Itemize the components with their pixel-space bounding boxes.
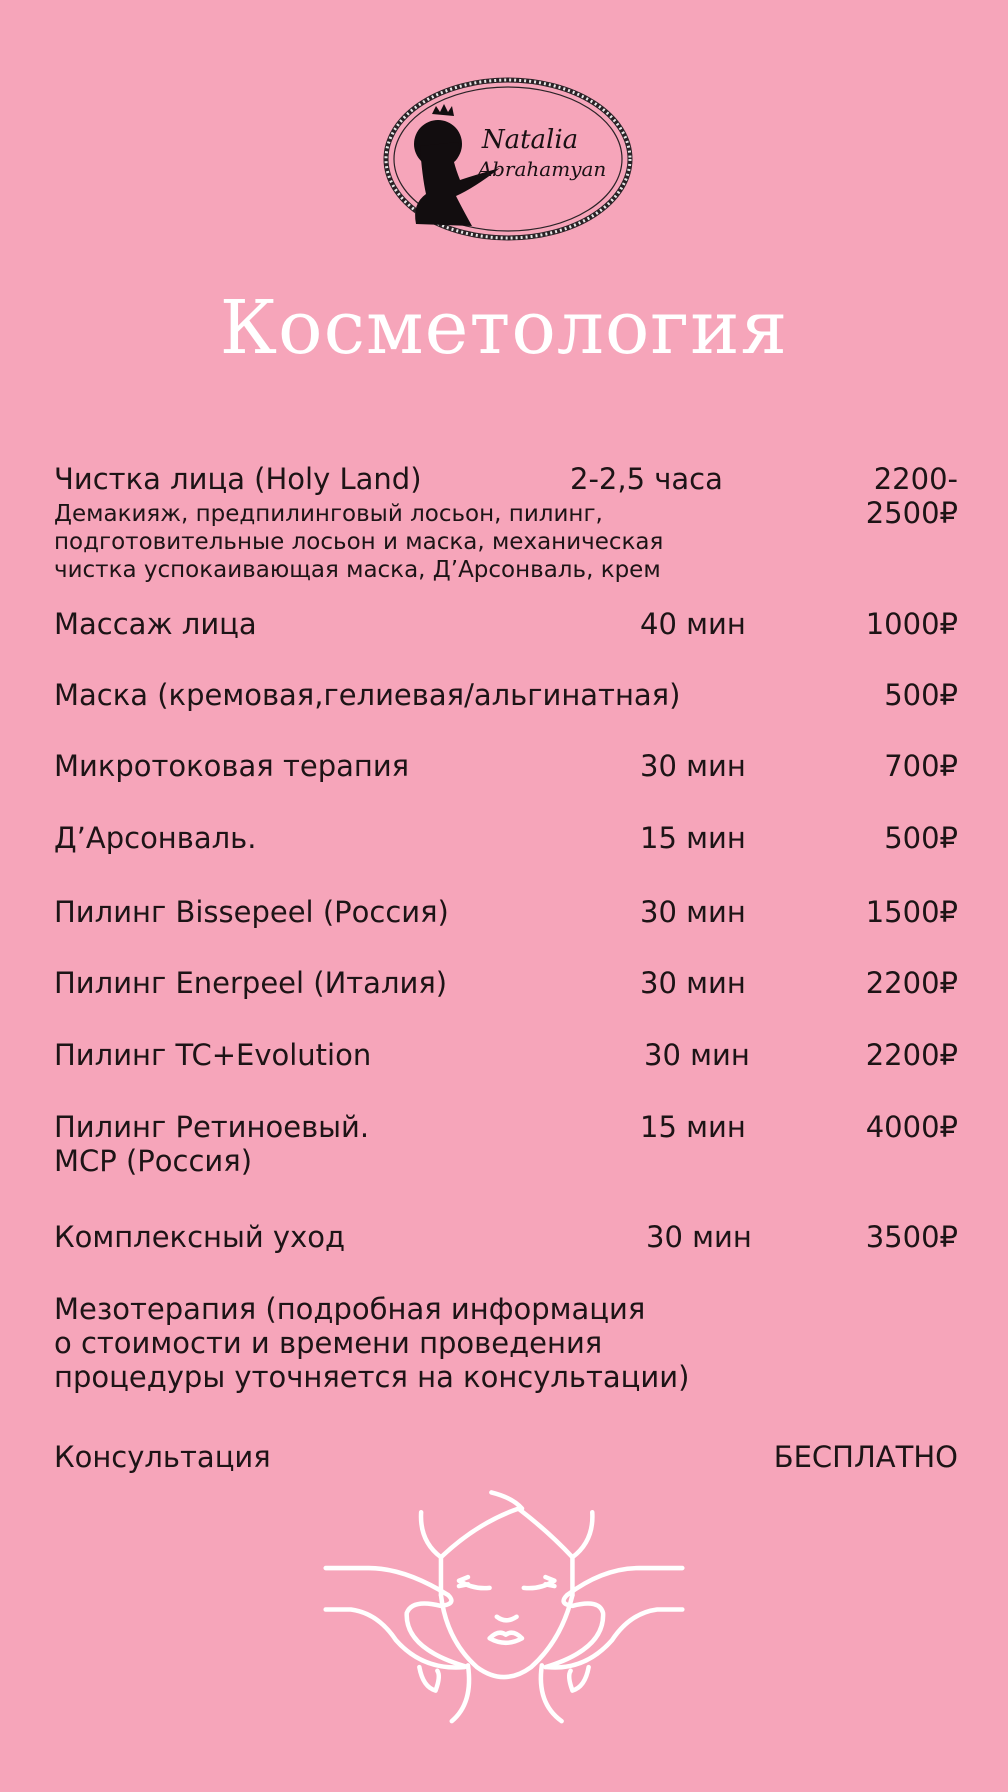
service-duration: 30 мин: [640, 895, 746, 929]
service-name: Чистка лица (Holy Land): [54, 462, 422, 496]
service-price: 500₽: [884, 678, 958, 712]
service-name: [54, 1110, 369, 1178]
service-price: 3500₽: [865, 1220, 958, 1254]
service-duration: 2-2,5 часа: [570, 462, 723, 496]
service-duration: 30 мин: [640, 749, 746, 783]
price-line: 2500₽: [865, 496, 958, 530]
service-price: [866, 462, 958, 530]
logo-text-line1: Natalia: [481, 125, 579, 155]
service-name: Массаж лица: [54, 607, 257, 641]
service-row: [54, 462, 958, 592]
page-title: Косметология: [219, 285, 789, 371]
name-line: процедуры уточняется на консультации): [54, 1360, 690, 1394]
face-massage-illustration: [298, 1478, 710, 1768]
description-line: Демакияж, предпилинговый лосьон, пилинг,: [54, 501, 603, 527]
price-line: 2200-: [873, 462, 958, 496]
service-name: Пилинг Enerpeel (Италия): [54, 966, 448, 1000]
service-description: [54, 500, 814, 584]
service-price: 2200₽: [865, 1038, 958, 1072]
description-line: чистка успокаивающая маска, Д’Арсонваль, крем: [54, 557, 661, 583]
service-duration: 15 мин: [640, 821, 746, 855]
service-name: Микротоковая терапия: [54, 749, 410, 783]
service-price: БЕСПЛАТНО: [773, 1440, 958, 1474]
service-price: 2200₽: [865, 966, 958, 1000]
service-price: 4000₽: [865, 1110, 958, 1144]
service-name: Пилинг TC+Evolution: [54, 1038, 372, 1072]
service-name: Комплексный уход: [54, 1220, 346, 1254]
service-duration: 15 мин: [640, 1110, 746, 1144]
description-line: подготовительные лосьон и маска, механическая: [54, 529, 664, 555]
service-duration: 30 мин: [644, 1038, 750, 1072]
name-line: Пилинг Ретиноевый.: [54, 1110, 370, 1144]
service-name: Консультация: [54, 1440, 271, 1474]
name-line: о стоимости и времени проведения: [54, 1326, 603, 1360]
name-line: Мезотерапия (подробная информация: [54, 1292, 646, 1326]
service-price: 500₽: [884, 821, 958, 855]
name-line: MCP (Россия): [54, 1144, 253, 1178]
service-name: Маска (кремовая,гелиевая/альгинатная): [54, 678, 681, 712]
service-price: 1000₽: [865, 607, 958, 641]
service-duration: 40 мин: [640, 607, 746, 641]
brand-logo: [382, 76, 634, 242]
service-name: Пилинг Bissepeel (Россия): [54, 895, 449, 929]
service-price: 700₽: [884, 749, 958, 783]
service-name: Д’Арсонваль.: [54, 821, 257, 855]
logo-text-line2: Abrahamyan: [477, 157, 607, 181]
service-duration: 30 мин: [640, 966, 746, 1000]
service-name: [54, 1292, 689, 1394]
service-price: 1500₽: [865, 895, 958, 929]
service-duration: 30 мин: [646, 1220, 752, 1254]
